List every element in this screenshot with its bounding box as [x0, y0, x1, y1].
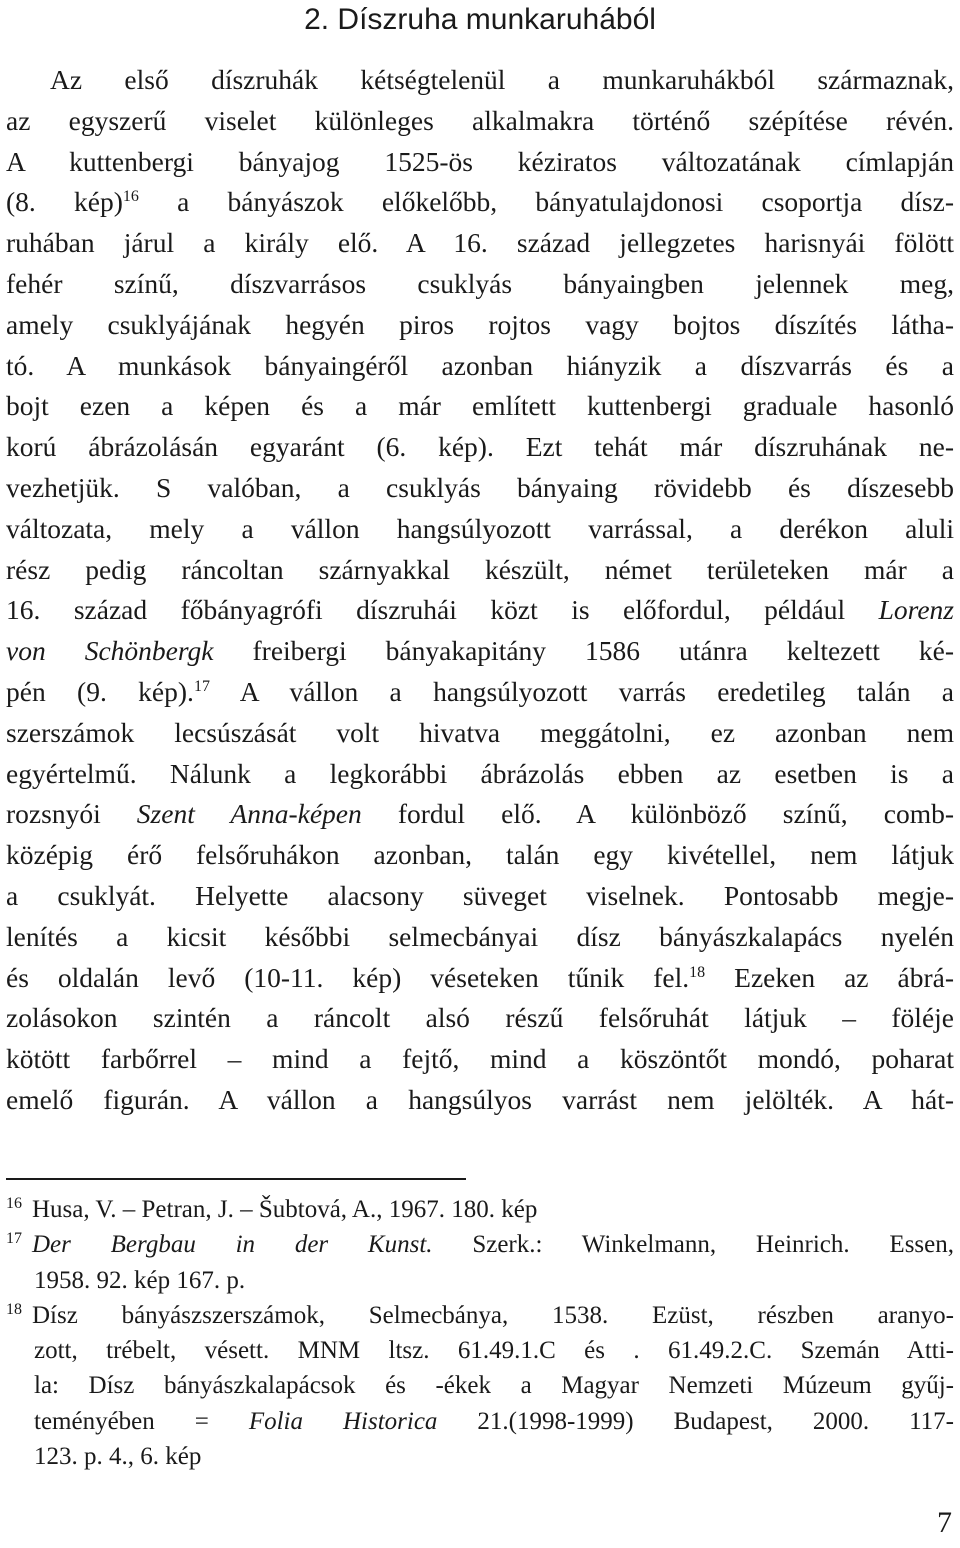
text-line: Az első díszruhák kétségtelenül a munkaruhákból származnak,: [50, 64, 954, 95]
text-line: ruhában járul a király elő. A 16. század jellegzetes harisnyái fölött: [6, 227, 954, 259]
footnotes: [6, 1192, 954, 1474]
body-text: [6, 60, 954, 1121]
footnote-ref-17: 17: [193, 677, 210, 695]
footnote-18: $^{18}$ Dísz bányászszerszámok, Selmecbánya, 1538. Ezüst, részben aranyo-: [6, 1300, 954, 1329]
text-line: az egyszerű viselet különleges alkalmakra történő szépítése révén.: [6, 104, 954, 136]
footnote-18-cont: teményében = Folia Historica 21.(1998-1999) Budapest, 2000. 117-: [34, 1407, 954, 1435]
text-line: 16. század főbányagrófi díszruhái közt is előfordul, például Lorenz: [6, 594, 954, 626]
text-line: von Schönbergk freibergi bányakapitány 1586 utánra keltezett ké-: [6, 635, 954, 667]
text-line: (8. kép)$^{16}$ a bányászok előkelőbb, bányatulajdonosi csoportja dísz-: [6, 186, 955, 218]
text-line: vezhetjük. S valóban, a csuklyás bányaing rövidebb és díszesebb: [6, 471, 954, 503]
text-line: a csuklyát. Helyette alacsony süveget viselnek. Pontosabb megje-: [6, 879, 954, 911]
footnote-17: $^{17}$ Der Bergbau in der Kunst. Szerk.: Winkelmann, Heinrich. Essen,: [6, 1229, 954, 1259]
text-line: változata, mely a vállon hangsúlyozott varrással, a derékon aluli: [6, 512, 954, 544]
text-line: és oldalán levő (10-11. kép) véseteken tűnik fel.$^{18}$ Ezeken az ábrá-: [6, 961, 954, 993]
text-line: tó. A munkások bányaingéről azonban hiányzik a díszvarrás és a: [6, 349, 954, 381]
footnote-18-cont: 123. p. 4., 6. kép: [34, 1443, 202, 1471]
text-line: kötött farbőrrel – mind a fejtő, mind a köszöntőt mondó, poharat: [6, 1043, 954, 1075]
text-line: középig érő felsőruhákon azonban, talán egy kivétellel, nem látjuk: [6, 839, 954, 871]
footnote-18-cont: zott, trébelt, vésett. MNM ltsz. 61.49.1.C és . 61.49.2.C. Szemán Atti-: [34, 1337, 954, 1365]
text-line: rozsnyói Szent Anna-képen fordul elő. A különböző színű, comb-: [6, 798, 954, 830]
text-line: zolásokon szintén a ráncolt alsó részű felsőruhát látjuk – föléje: [6, 1002, 954, 1034]
text-line: pén (9. kép).$^{17}$ A vállon a hangsúlyozott varrás eredetileg talán a: [6, 675, 955, 707]
text-line: rész pedig ráncoltan szárnyakkal készült, német területeken már a: [6, 553, 954, 585]
text-line: szerszámok lecsúszását volt hivatva meggátolni, ez azonban nem: [6, 716, 954, 748]
footnote-17-cont: 1958. 92. kép 167. p.: [34, 1266, 246, 1294]
text-line: fehér színű, díszvarrásos csuklyás bányaingben jelennek meg,: [6, 267, 954, 299]
footnote-ref-16: 16: [122, 188, 139, 206]
text-line: amely csuklyájának hegyén piros rojtos vagy bojtos díszítés látha-: [6, 308, 954, 340]
text-line: A kuttenbergi bányajog 1525-ös kéziratos változatának címlapján: [6, 145, 954, 177]
text-line: egyértelmű. Nálunk a legkorábbi ábrázolás ebben az esetben is a: [6, 757, 954, 789]
page-number: 7: [937, 1506, 952, 1539]
footnote-16: $^{16}$ Husa, V. – Petran, J. – Šubtová, A., 1967. 180. kép: [6, 1194, 538, 1223]
text-line: korú ábrázolásán egyaránt (6. kép). Ezt tehát már díszruhának ne-: [6, 431, 954, 463]
footnote-separator: [6, 1178, 466, 1180]
footnote-18-cont: la: Dísz bányászkalapácsok és -ékek a Magyar Nemzeti Múzeum gyűj-: [34, 1372, 954, 1400]
text-line: lenítés a kicsit későbbi selmecbányai dísz bányászkalapács nyelén: [6, 920, 954, 952]
footnote-ref-18: 18: [689, 963, 706, 981]
section-title: 2. Díszruha munkaruhából: [304, 3, 656, 36]
text-line: emelő figurán. A vállon a hangsúlyos varrást nem jelölték. A hát-: [6, 1083, 954, 1115]
text-line: bojt ezen a képen és a már említett kuttenbergi graduale hasonló: [6, 390, 954, 422]
